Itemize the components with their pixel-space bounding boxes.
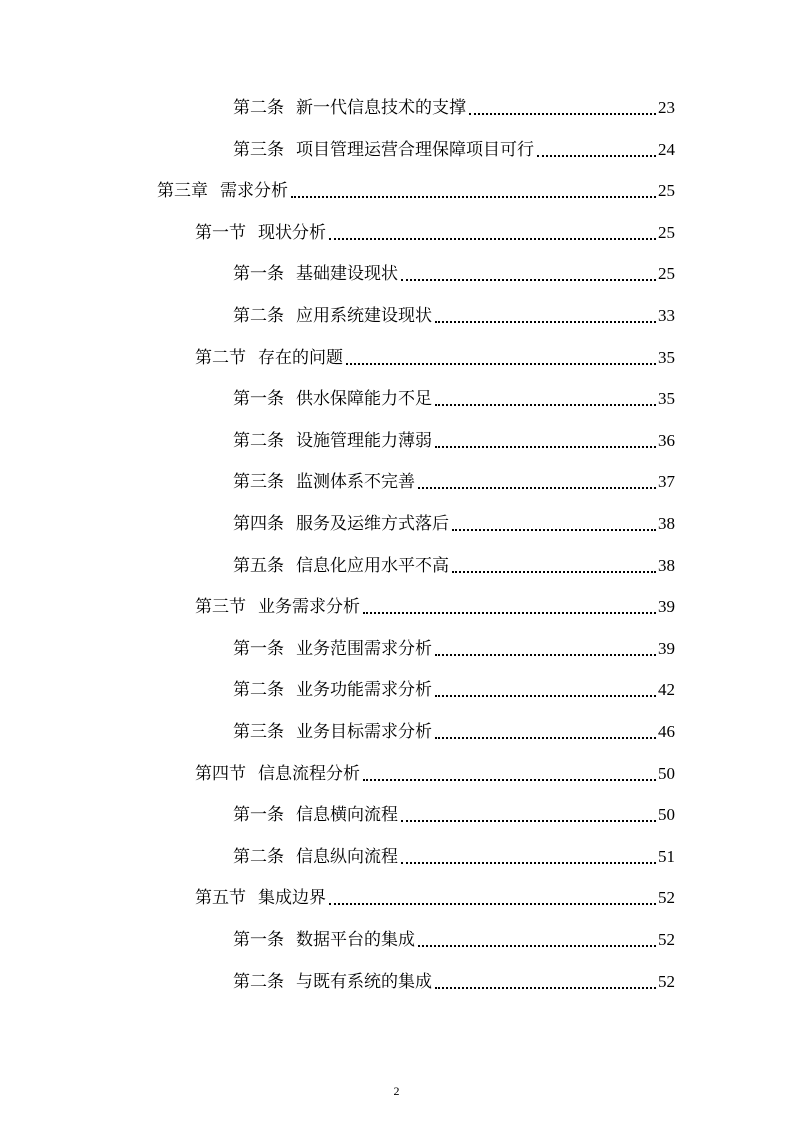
toc-dot-leader [401, 279, 656, 281]
toc-dot-leader [401, 820, 656, 822]
toc-entry-number: 第一条 [233, 930, 284, 950]
toc-entry-page: 50 [658, 763, 675, 783]
toc-entry-title: 业务范围需求分析 [296, 638, 432, 659]
toc-entry-number: 第二条 [233, 680, 284, 701]
toc-entry[interactable] [233, 262, 675, 286]
toc-dot-leader [418, 945, 656, 947]
toc-entry-title: 基础建设现状 [296, 264, 398, 285]
toc-dot-leader [329, 903, 656, 905]
toc-entry-page: 23 [658, 98, 675, 117]
toc-entry-number: 第四条 [233, 514, 284, 534]
toc-entry-number: 第一条 [233, 638, 284, 659]
toc-entry-page: 37 [658, 472, 675, 492]
toc-entry[interactable] [233, 512, 675, 536]
toc-dot-leader [418, 487, 656, 489]
toc-entry-page: 50 [658, 805, 675, 825]
toc-entry-title: 服务及运维方式落后 [296, 514, 449, 534]
toc-entry-page: 52 [658, 930, 675, 949]
toc-entry-number: 第一条 [233, 264, 284, 285]
toc-entry-page: 25 [658, 264, 675, 284]
toc-entry-number: 第一条 [233, 805, 284, 826]
toc-entry-page: 35 [658, 389, 675, 409]
toc-entry-page: 52 [658, 971, 675, 991]
toc-entry-title: 监测体系不完善 [296, 472, 415, 493]
toc-entry-title: 新一代信息技术的支撑 [296, 98, 466, 118]
toc-entry-page: 25 [658, 222, 675, 242]
toc-dot-leader [435, 654, 656, 656]
toc-dot-leader [346, 363, 656, 365]
toc-entry-number: 第二条 [233, 430, 284, 451]
toc-entry[interactable] [195, 762, 675, 786]
toc-dot-leader [452, 529, 656, 531]
toc-dot-leader [329, 238, 656, 240]
toc-entry[interactable] [233, 470, 675, 494]
toc-entry[interactable] [233, 803, 675, 827]
toc-entry[interactable] [195, 221, 675, 245]
toc-dot-leader [435, 695, 656, 697]
toc-entry-number: 第三条 [233, 472, 284, 493]
toc-entry-page: 51 [658, 846, 675, 866]
toc-entry-page: 24 [658, 139, 675, 159]
toc-entry-title: 供水保障能力不足 [296, 389, 432, 410]
toc-dot-leader [435, 987, 656, 989]
toc-entry[interactable] [233, 720, 675, 744]
toc-entry-number: 第二条 [233, 306, 284, 326]
toc-dot-leader [435, 404, 656, 406]
toc-entry-number: 第一条 [233, 389, 284, 410]
toc-entry-page: 25 [658, 181, 675, 201]
toc-entry-title: 集成边界 [258, 888, 326, 909]
toc-entry[interactable] [233, 387, 675, 411]
toc-entry-number: 第三条 [233, 139, 284, 160]
toc-dot-leader [363, 779, 656, 781]
page-number: 2 [393, 1084, 400, 1098]
toc-entry-title: 信息流程分析 [258, 763, 360, 784]
toc-dot-leader [363, 612, 656, 614]
toc-entry-number: 第二条 [233, 846, 284, 867]
toc-entry-page: 36 [658, 430, 675, 450]
toc-entry[interactable] [233, 138, 675, 162]
toc-entry-title: 与既有系统的集成 [296, 971, 432, 992]
toc-dot-leader [537, 155, 656, 157]
toc-dot-leader [435, 737, 656, 739]
toc-entry-number: 第三章 [157, 181, 208, 202]
toc-entry-number: 第五条 [233, 555, 284, 576]
toc-entry-title: 设施管理能力薄弱 [296, 430, 432, 451]
toc-entry-title: 应用系统建设现状 [296, 306, 432, 326]
toc-entry-page: 35 [658, 347, 675, 367]
toc-entry-number: 第一节 [195, 222, 246, 243]
toc-entry-number: 第二条 [233, 971, 284, 992]
toc-entry[interactable] [233, 970, 675, 994]
toc-entry-page: 33 [658, 306, 675, 325]
toc-entry[interactable] [157, 179, 675, 203]
toc-dot-leader [435, 321, 656, 323]
toc-entry[interactable] [233, 845, 675, 869]
toc-entry-page: 42 [658, 680, 675, 700]
toc-entry-number: 第三节 [195, 597, 246, 618]
toc-entry-number: 第二条 [233, 98, 284, 118]
toc-entry-title: 信息横向流程 [296, 805, 398, 826]
toc-entry[interactable] [195, 346, 675, 370]
toc-dot-leader [469, 113, 656, 115]
toc-entry-page: 39 [658, 597, 675, 617]
toc-entry-title: 需求分析 [220, 181, 288, 202]
toc-entry-title: 信息纵向流程 [296, 846, 398, 867]
toc-entry-page: 38 [658, 514, 675, 533]
toc-entry-title: 数据平台的集成 [296, 930, 415, 950]
toc-entry[interactable] [233, 678, 675, 702]
toc-entry-title: 业务需求分析 [258, 597, 360, 618]
toc-entry-page: 46 [658, 722, 675, 741]
toc-dot-leader [401, 862, 656, 864]
toc-entry-title: 现状分析 [258, 222, 326, 243]
toc-entry[interactable] [233, 429, 675, 453]
toc-entry[interactable] [233, 928, 675, 952]
toc-entry-title: 存在的问题 [258, 347, 343, 368]
toc-entry[interactable] [233, 304, 675, 328]
toc-entry-page: 52 [658, 888, 675, 908]
toc-entry-title: 项目管理运营合理保障项目可行 [296, 139, 534, 160]
toc-dot-leader [452, 571, 656, 573]
toc-entry[interactable] [233, 96, 675, 120]
toc-dot-leader [435, 446, 656, 448]
toc-entry[interactable] [195, 886, 675, 910]
toc-entry-number: 第五节 [195, 888, 246, 909]
toc-entry[interactable] [233, 637, 675, 661]
toc-entry-number: 第四节 [195, 763, 246, 784]
toc-entry[interactable] [195, 595, 675, 619]
toc-entry-number: 第二节 [195, 347, 246, 368]
toc-entry-number: 第三条 [233, 722, 284, 742]
toc-dot-leader [291, 196, 656, 198]
toc-entry-title: 业务功能需求分析 [296, 680, 432, 701]
toc-entry-title: 信息化应用水平不高 [296, 555, 449, 576]
toc-entry[interactable] [233, 554, 675, 578]
toc-entry-page: 39 [658, 638, 675, 658]
toc-entry-title: 业务目标需求分析 [296, 722, 432, 742]
toc-entry-page: 38 [658, 555, 675, 575]
